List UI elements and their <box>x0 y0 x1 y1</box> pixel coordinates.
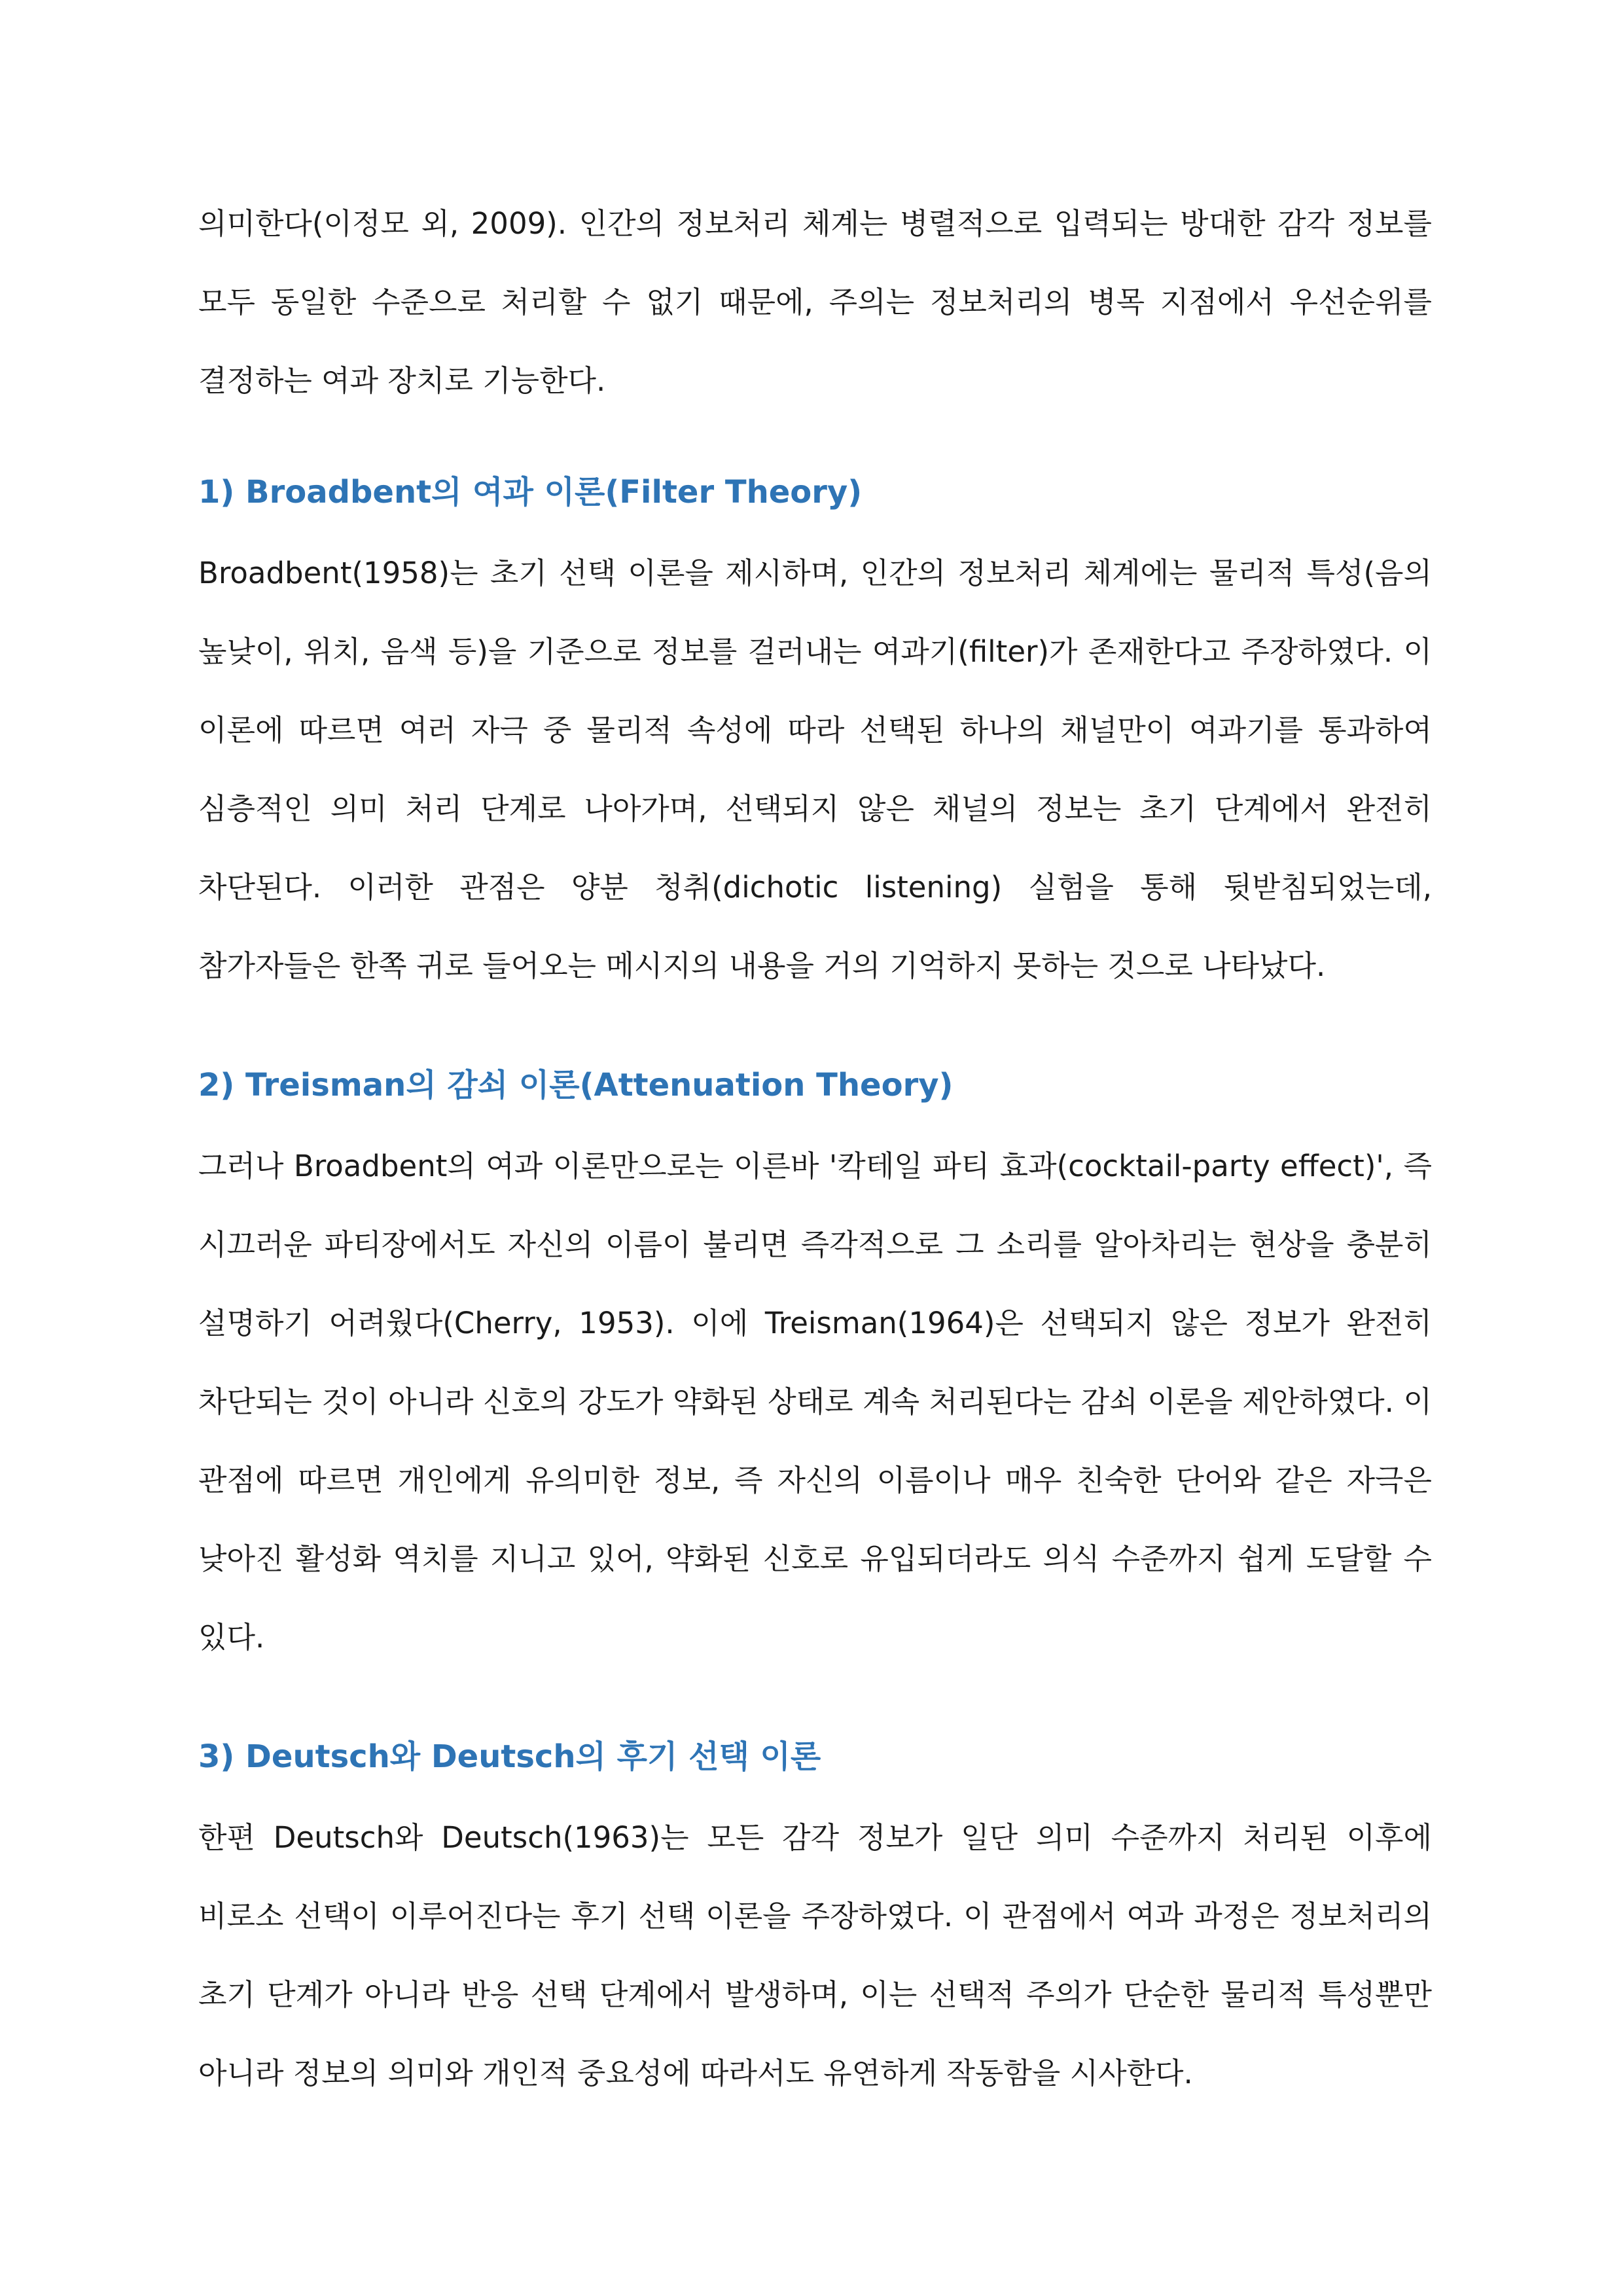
spacer <box>198 420 1432 453</box>
section-heading-late-selection-theory: 3) Deutsch와 Deutsch의 후기 선택 이론 <box>198 1738 821 1775</box>
section-paragraph-late-selection-theory: 한편 Deutsch와 Deutsch(1963)는 모든 감각 정보가 일단 의미 수준까지 처리된 이후에 비로소 선택이 이루어진다는 후기 선택 이론을 주장하였다. 이 관점에서 여과 과정은 정보처리의 초기 단계가 아니라 반응 선택 단계에서 발생하며, 이는 선택적 주의가 단순한 물리적 특성뿐만 아니라 정보의 의미와 개인적 중요성에 따라서도 유연하게 작동함을 시사한다. <box>198 1820 1432 2090</box>
spacer <box>198 1677 1432 1717</box>
section-paragraph-filter-theory: Broadbent(1958)는 초기 선택 이론을 제시하며, 인간의 정보처리 체계에는 물리적 특성(음의 높낮이, 위치, 음색 등)을 기준으로 정보를 걸러내는 여과기(filter)가 존재한다고 주장하였다. 이 이론에 따르면 여러 자극 중 물리적 속성에 따라 선택된 하나의 채널만이 여과기를 통과하여 심층적인 의미 처리 단계로 나아가며, 선택되지 않은 채널의 정보는 초기 단계에서 완전히 차단된다. 이러한 관점은 양분 청취(dichotic listening) 실험을 통해 뒷받침되었는데, 참가자들은 한쪽 귀로 들어오는 메시지의 내용을 거의 기억하지 못하는 것으로 나타났다. <box>198 556 1432 983</box>
section-heading-filter-theory: 1) Broadbent의 여과 이론(Filter Theory) <box>198 474 863 511</box>
document-body <box>198 185 1432 2113</box>
section-paragraph-attenuation-theory: 그러나 Broadbent의 여과 이론만으로는 이른바 '칵테일 파티 효과(cocktail-party effect)', 즉 시끄러운 파티장에서도 자신의 이름이 불리면 즉각적으로 그 소리를 알아차리는 현상을 충분히 설명하기 어려웠다(Cherry, 1953). 이에 Treisman(1964)은 선택되지 않은 정보가 완전히 차단되는 것이 아니라 신호의 강도가 약화된 상태로 계속 처리된다는 감쇠 이론을 제안하였다. 이 관점에 따르면 개인에게 유의미한 정보, 즉 자신의 이름이나 매우 친숙한 단어와 같은 자극은 낮아진 활성화 역치를 지니고 있어, 약화된 신호로 유입되더라도 의식 수준까지 쉽게 도달할 수 있다. <box>198 1149 1432 1655</box>
section-heading-attenuation-theory: 2) Treisman의 감쇠 이론(Attenuation Theory) <box>198 1067 954 1103</box>
spacer <box>198 1005 1432 1046</box>
intro-paragraph: 의미한다(이정모 외, 2009). 인간의 정보처리 체계는 병렬적으로 입력되는 방대한 감각 정보를 모두 동일한 수준으로 처리할 수 없기 때문에, 주의는 정보처리의 병목 지점에서 우선순위를 결정하는 여과 장치로 기능한다. <box>198 206 1432 398</box>
